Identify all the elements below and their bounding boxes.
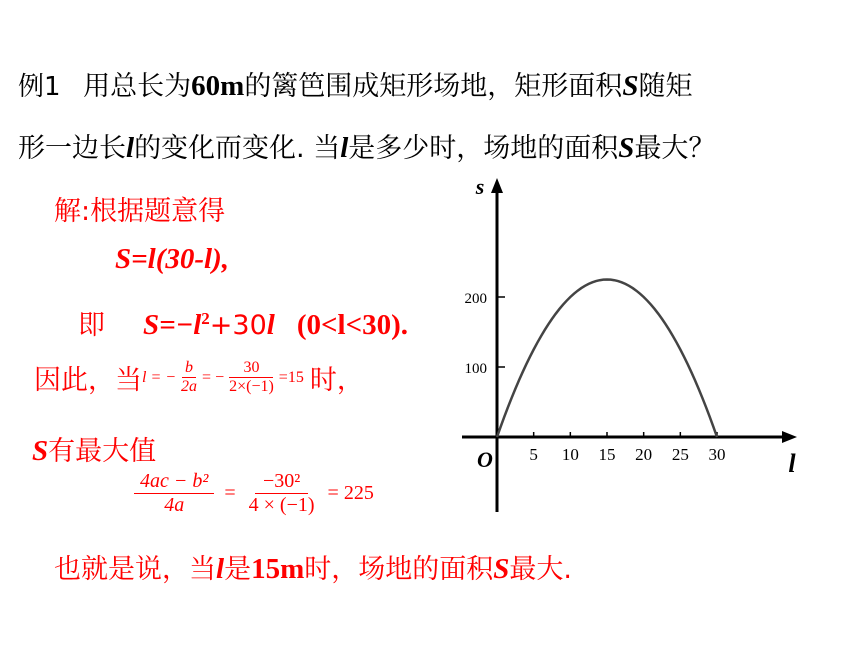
x-tick-label: 15 — [598, 445, 616, 464]
y-tick-label: 200 — [464, 291, 487, 307]
vertex-formula: l = − $\frac{b}{2a}$ = − $\frac{30}{2\times(-1)}$ =15 — [142, 358, 304, 395]
x-axis-arrow — [782, 431, 797, 443]
parabola-curve — [497, 280, 717, 438]
y-axis-arrow — [491, 178, 503, 193]
origin-label: O — [477, 447, 493, 472]
solution-max-line: S有最大值 — [32, 435, 157, 467]
solution-vertex-line: 因此，当 l = − $\frac{b}{2a}$ = − $\frac{30}{2\times(-1)}$ =15 时， — [34, 358, 364, 396]
solution-intro: 解:根据题意得 — [54, 196, 226, 227]
x-tick-label: 10 — [561, 445, 579, 464]
x-axis-label: l — [788, 449, 796, 478]
max-value-formula: $\frac{\text{4ac − b²}}{4a}$ = $\frac{\text{−30²}}{4 \times (-1)}$ = 225 — [132, 470, 374, 517]
x-tick-label: 20 — [635, 445, 653, 464]
example-label: 例1 — [18, 72, 61, 102]
solution-eq1: S=l(30-l), — [115, 243, 229, 275]
x-tick-label: 30 — [708, 445, 726, 464]
y-axis-label: s — [475, 174, 485, 199]
x-tick-label: 25 — [671, 445, 689, 464]
solution-eq2: 即 $S=-l^2+30l$ (0<l<30). — [78, 309, 409, 341]
y-tick-label: 100 — [464, 361, 487, 377]
problem-line-2: 形一边长l的变化而变化. 当l是多少时，场地的面积S最大？ — [18, 132, 716, 164]
solution-conclusion: 也就是说，当l是15m时，场地的面积S最大. — [54, 553, 572, 585]
x-tick-label: 5 — [529, 445, 538, 464]
problem-line-1: 例1 用总长为60m的篱笆围成矩形场地，矩形面积S随矩 — [18, 70, 693, 102]
